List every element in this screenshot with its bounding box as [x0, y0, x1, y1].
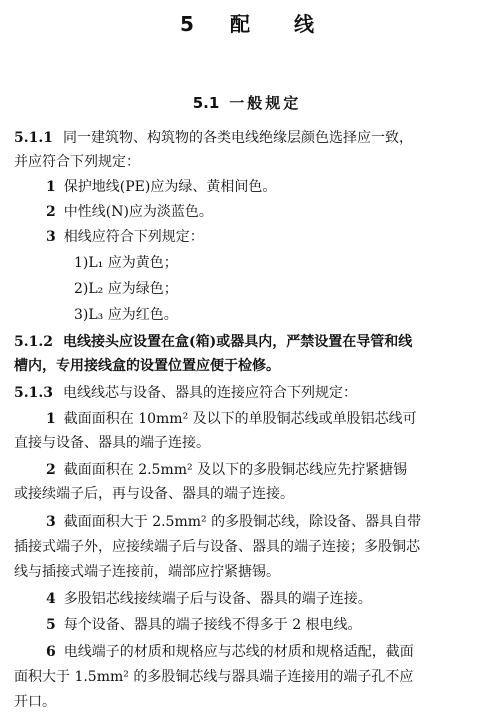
clause-5-1-2-line-2 — [14, 355, 484, 377]
clause-number: 5.1.3 — [14, 385, 53, 401]
item-number: 5 — [46, 617, 56, 633]
clause-text: 槽内，专用接线盒的设置位置应便于检修。 — [14, 358, 280, 374]
item-text: 截面面积大于 2.5mm² 的多股铜芯线，除设备、器具自带 — [63, 514, 422, 530]
item-number: 2 — [46, 462, 56, 478]
chapter-title-part-2: 线 — [293, 12, 314, 36]
item-text: 或接续端子后，再与设备、器具的端子连接。 — [14, 486, 294, 502]
point-3-line-1 — [46, 511, 494, 533]
item-text: 保护地线(PE)应为绿、黄相间色。 — [63, 179, 277, 195]
clause-text: 电线接头应设置在盒(箱)或器具内，严禁设置在导管和线 — [62, 334, 413, 350]
section-number: 5.1 — [192, 94, 220, 112]
item-number: 4 — [46, 591, 56, 607]
item-text: 截面面积在 10mm² 及以下的单股铜芯线或单股铝芯线可 — [63, 411, 417, 427]
clause-text: 并应符合下列规定： — [14, 154, 140, 170]
point-2-line-1 — [46, 459, 494, 481]
clause-text: 电线线芯与设备、器具的连接应符合下列规定： — [62, 385, 357, 401]
point-6-line-1 — [46, 641, 494, 663]
item-text: 插接式端子外，应接续端子后与设备、器具的端子连接；多股铜芯 — [14, 539, 420, 555]
clause-number: 5.1.2 — [14, 334, 53, 350]
item-text: 开口。 — [14, 694, 56, 710]
item-number: 6 — [46, 644, 56, 660]
item-text: 直接与设备、器具的端子连接。 — [14, 435, 210, 451]
clause-5-1-2-line-1 — [14, 331, 484, 353]
item-text: 截面面积在 2.5mm² 及以下的多股铜芯线应先拧紧搪锡 — [63, 462, 408, 478]
item-text: 相线应符合下列规定： — [63, 229, 204, 245]
point-6-line-2 — [14, 666, 484, 688]
item-text: 每个设备、器具的端子接线不得多于 2 根电线。 — [63, 617, 362, 633]
item-text: 电线端子的材质和规格应与芯线的材质和规格适配，截面 — [63, 644, 414, 660]
item-number: 3 — [46, 229, 56, 245]
item-1 — [46, 176, 494, 198]
item-2 — [46, 201, 494, 223]
item-number: 1 — [46, 411, 56, 427]
chapter-title-part-1: 配 — [229, 12, 250, 36]
item-number: 1 — [46, 179, 56, 195]
chapter-number: 5 — [180, 12, 194, 36]
point-3-line-2 — [14, 536, 484, 558]
point-3-line-3 — [14, 561, 484, 583]
clause-5-1-3 — [14, 382, 484, 404]
section-heading — [0, 92, 494, 114]
sub-item-2 — [74, 278, 494, 300]
point-1-line-2 — [14, 432, 484, 454]
clause-5-1-1-line-2 — [14, 151, 484, 173]
clause-number: 5.1.1 — [14, 130, 53, 146]
sub-item-text: 3)L₃ 应为红色。 — [74, 307, 178, 323]
clause-5-1-1-line-1 — [14, 127, 484, 149]
point-4 — [46, 588, 494, 610]
item-text: 线与插接式端子连接前，端部应拧紧搪锡。 — [14, 564, 280, 580]
section-title: 一般规定 — [229, 94, 302, 112]
item-text: 多股铝芯线接续端子后与设备、器具的端子连接。 — [63, 591, 372, 607]
item-number: 3 — [46, 514, 56, 530]
sub-item-1 — [74, 252, 494, 274]
item-3 — [46, 226, 494, 248]
chapter-heading — [0, 10, 494, 38]
point-2-line-2 — [14, 483, 484, 505]
item-text: 中性线(N)应为淡蓝色。 — [63, 204, 213, 220]
sub-item-text: 1)L₁ 应为黄色； — [74, 255, 178, 271]
item-text: 面积大于 1.5mm² 的多股铜芯线与器具端子连接用的端子孔不应 — [14, 669, 414, 685]
sub-item-3 — [74, 304, 494, 326]
point-1-line-1 — [46, 408, 494, 430]
clause-text: 同一建筑物、构筑物的各类电线绝缘层颜色选择应一致， — [62, 130, 413, 146]
point-6-line-3 — [14, 691, 484, 713]
point-5 — [46, 614, 494, 636]
item-number: 2 — [46, 204, 56, 220]
sub-item-text: 2)L₂ 应为绿色； — [74, 281, 178, 297]
